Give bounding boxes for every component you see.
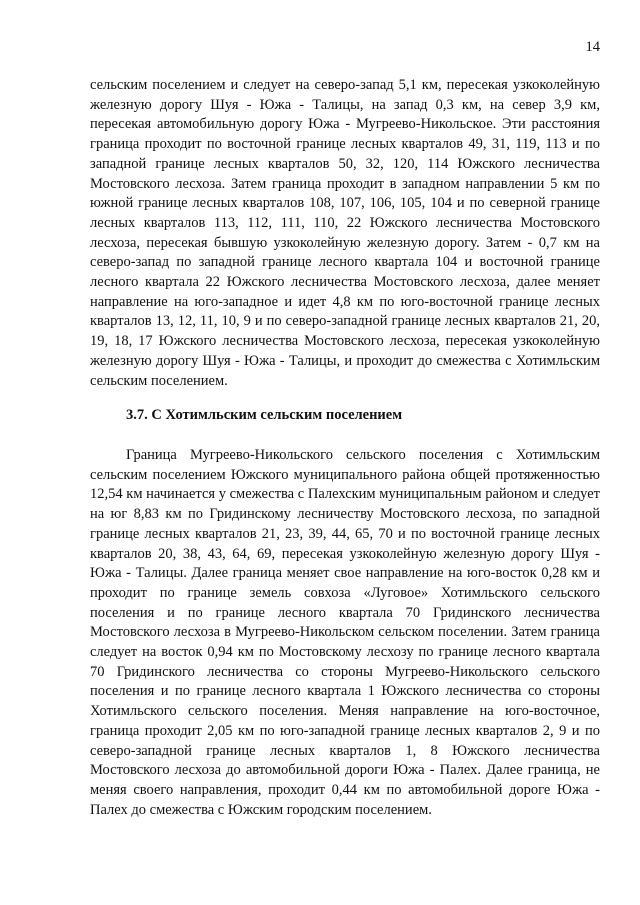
paragraph-khotimlskoe-boundary: Граница Мугреево-Никольского сельского поселения с Хотимльским сельским поселением Южского муниципального района общей протяженностью 12,54 км начинается у смежества с Палехским муниципальным районом и следует на юг 8,83 км по Гридинскому лесничеству Мостовского лесхоза, по западной границе лесных кварталов 21, 23, 39, 44, 65, 70 и по восточной границе лесных кварталов 20, 38, 43, 64, 69, пересекая узкоколейную железную дорогу Шуя - Южа - Талицы. Далее граница меняет свое направление на юго-восток 0,28 км и проходит по границе земель совхоза «Луговое» Хотимльского сельского поселения и по границе лесного квартала 70 Гридинского лесничества Мостовского лесхоза в Мугреево-Никольском сельском поселении. Затем граница следует на восток 0,94 км по Мостовскому лесхозу по границе лесного квартала 70 Гридинского лесничества со стороны Мугреево-Никольского сельского поселения и по границе лесного квартала 1 Южского лесничества со стороны Хотимльского сельского поселения. Меняя направление на юго-восточное, граница проходит 2,05 км по юго-западной границе лесных кварталов 2, 9 и по северо-западной границе лесных кварталов 1, 8 Южского лесничества Мостовского лесхоза до автомобильной дороги Южа - Палех. Далее граница, не меняя своего направления, проходит 0,44 км по автомобильной дороге Южа - Палех до смежества с Южским городским поселением.: [90, 447, 600, 818]
page-number: 14: [585, 39, 600, 55]
section-heading: 3.7. С Хотимльским сельским поселением: [126, 407, 403, 423]
paragraph-continued-boundary-description: сельским поселением и следует на северо-запад 5,1 км, пересекая узкоколейную железную дорогу Шуя - Южа - Талицы, на запад 0,3 км, на север 3,9 км, пересекая автомобильную дорогу Южа - Мугреево-Никольское. Эти расстояния граница проходит по восточной границе лесных кварталов 49, 31, 119, 113 и по западной границе лесных кварталов 50, 32, 120, 114 Южского лесничества Мостовского лесхоза. Затем граница проходит в западном направлении 5 км по южной границе лесных кварталов 108, 107, 106, 105, 104 и по северной границе лесных кварталов 113, 112, 111, 110, 22 Южского лесничества Мостовского лесхоза, пересекая бывшую узкоколейную железную дорогу. Затем - 0,7 км на северо-запад по западной границе лесного квартала 104 и восточной границе лесного квартала 22 Южского лесничества Мостовского лесхоза, далее меняет направление на юго-западное и идет 4,8 км по юго-восточной границе лесных кварталов 13, 12, 11, 10, 9 и по северо-западной границе лесных кварталов 21, 20, 19, 18, 17 Южского лесничества Мостовского лесхоза, пересекая узкоколейную железную дорогу Шуя - Южа - Талицы, и проходит до смежества с Хотимльским сельским поселением.: [90, 77, 600, 389]
